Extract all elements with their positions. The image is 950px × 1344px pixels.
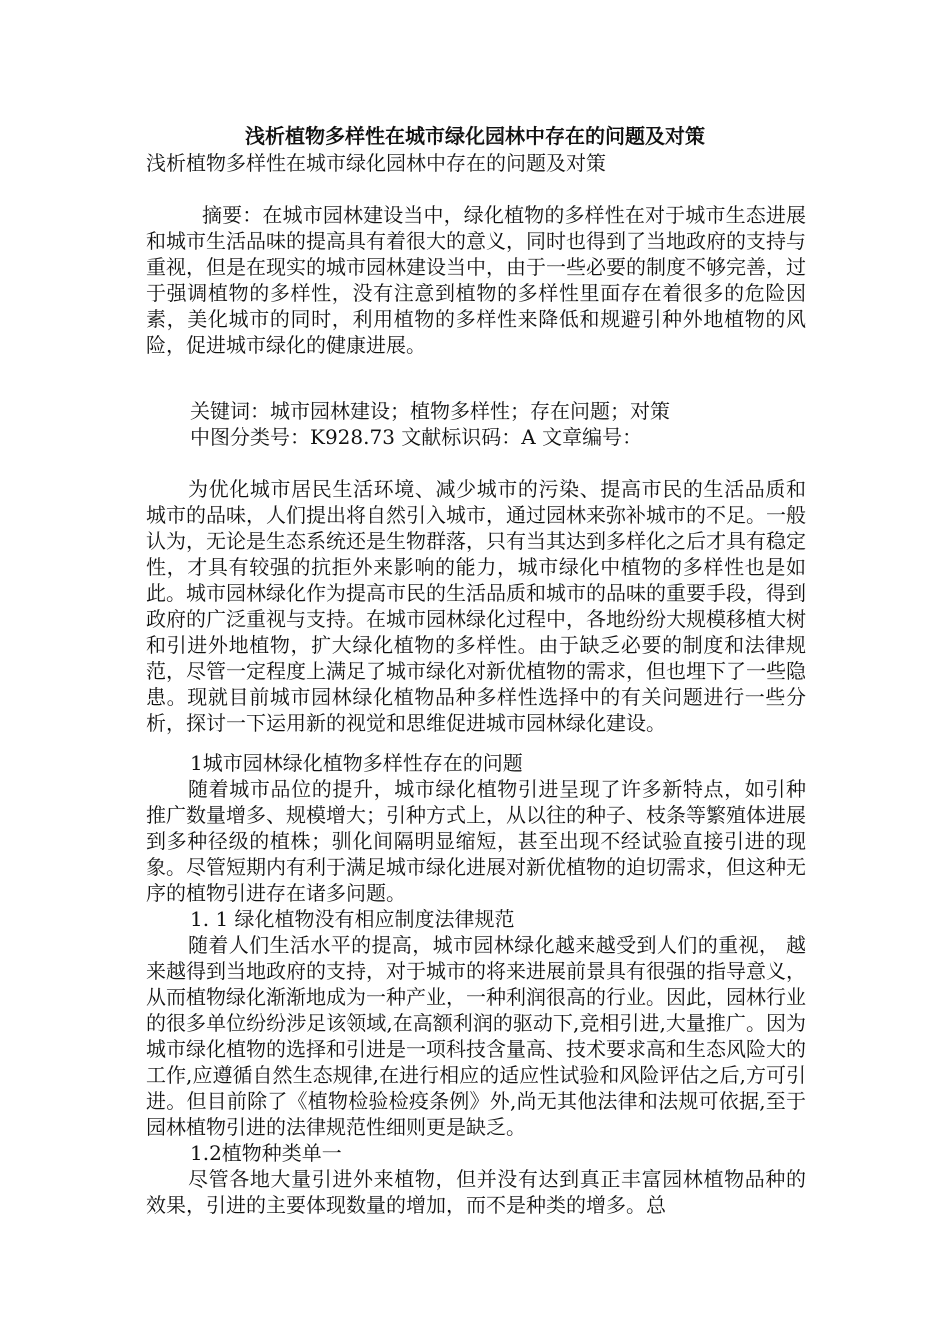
- section-1-2-paragraph: 尽管各地大量引进外来植物，但并没有达到真正丰富园林植物品种的效果，引进的主要体现数量的增加，而不是种类的增多。总: [146, 1167, 806, 1217]
- document-subtitle: 浅析植物多样性在城市绿化园林中存在的问题及对策: [146, 151, 606, 175]
- section-1-1-paragraph: 随着人们生活水平的提高，城市园林绿化越来越受到人们的重视， 越来越得到当地政府的支持，对于城市的将来进展前景具有很强的指导意义，从而植物绿化渐渐地成为一种产业，一种利润很高的行业。因此，园林行业的很多单位纷纷涉足该领域,在高额利润的驱动下,竞相引进,大量推广。因为城市绿化植物的选择和引进是一项科技含量高、技术要求高和生态风险大的工作,应遵循自然生态规律,在进行相应的适应性试验和风险评估之后,方可引进。但目前除了《植物检验检疫条例》外,尚无其他法律和法规可依据,至于园林植物引进的法律规范性细则更是缺乏。: [146, 933, 806, 1139]
- document-title: 浅析植物多样性在城市绿化园林中存在的问题及对策: [245, 124, 705, 148]
- keywords-line: 关键词：城市园林建设；植物多样性；存在问题；对策: [190, 399, 670, 423]
- classification-line: 中图分类号：K928.73 文献标识码：A 文章编号：: [190, 425, 643, 449]
- intro-paragraph: 为优化城市居民生活环境、减少城市的污染、提高市民的生活品质和城市的品味，人们提出将自然引入城市，通过园林来弥补城市的不足。一般认为，无论是生态系统还是生物群落，只有当其达到多样化之后才具有稳定性，才具有较强的抗拒外来影响的能力，城市绿化中植物的多样性也是如此。城市园林绿化作为提高市民的生活品质和城市的品味的重要手段，得到政府的广泛重视与支持。在城市园林绿化过程中，各地纷纷大规模移植大树和引进外地植物，扩大绿化植物的多样性。由于缺乏必要的制度和法律规范，尽管一定程度上满足了城市绿化对新优植物的需求，但也埋下了一些隐患。现就目前城市园林绿化植物品种多样性选择中的有关问题进行一些分析，探讨一下运用新的视觉和思维促进城市园林绿化建设。: [146, 477, 806, 735]
- section-1-1-heading: 1. 1 绿化植物没有相应制度法律规范: [190, 907, 515, 931]
- section-1-paragraph: 随着城市品位的提升，城市绿化植物引进呈现了许多新特点，如引种推广数量增多、规模增大；引种方式上，从以往的种子、枝条等繁殖体进展到多种径级的植株；驯化间隔明显缩短，甚至出现不经试验直接引进的现象。尽管短期内有利于满足城市绿化进展对新优植物的迫切需求，但这种无序的植物引进存在诸多问题。: [146, 777, 806, 905]
- section-1-2-heading: 1.2植物种类单一: [190, 1141, 342, 1165]
- abstract-paragraph: 摘要：在城市园林建设当中，绿化植物的多样性在对于城市生态进展和城市生活品味的提高具有着很大的意义，同时也得到了当地政府的支持与重视，但是在现实的城市园林建设当中，由于一些必要的制度不够完善，过于强调植物的多样性，没有注意到植物的多样性里面存在着很多的危险因素，美化城市的同时，利用植物的多样性来降低和规避引种外地植物的风险，促进城市绿化的健康进展。: [146, 203, 806, 357]
- section-1-heading: 1城市园林绿化植物多样性存在的问题: [190, 751, 523, 775]
